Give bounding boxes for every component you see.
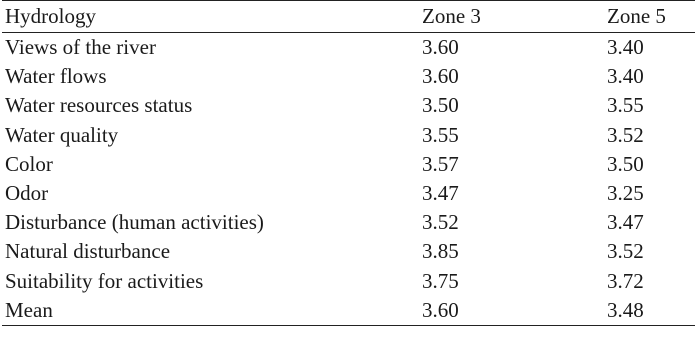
zone-3-value: 3.55 [422,122,459,147]
zone-5-value: 3.52 [607,122,644,147]
zone-5-value: 3.50 [607,151,644,176]
row-label: Water resources status [5,93,193,118]
zone-5-value: 3.72 [607,268,644,293]
hydrology-table [2,0,695,326]
table-row [2,33,695,63]
zone-5-value: 3.40 [607,64,644,89]
header-row [2,1,695,33]
zone-3-value: 3.75 [422,268,459,293]
zone-3-value: 3.60 [422,64,459,89]
row-label: Color [5,151,53,176]
zone-5-value: 3.40 [607,35,644,60]
table-row [2,208,695,237]
zone-3-value: 3.60 [422,35,459,60]
row-label: Natural disturbance [5,239,171,264]
table-row [2,179,695,208]
table-row-mean [2,296,695,326]
table-row [2,267,695,296]
row-label: Views of the river [5,35,156,60]
row-label: Water flows [5,64,107,89]
zone-5-value: 3.25 [607,181,644,206]
zone-3-value: 3.47 [422,181,459,206]
zone-5-value: 3.47 [607,210,644,235]
row-label: Suitability for activities [5,268,204,293]
header-hydrology: Hydrology [2,1,422,33]
row-label: Water quality [5,122,119,147]
zone-3-value: 3.50 [422,93,459,118]
row-label: Odor [5,181,49,206]
zone-3-value: 3.85 [422,239,459,264]
table-row [2,237,695,266]
zone-5-value: 3.48 [607,296,695,326]
row-label: Disturbance (human activities) [5,210,264,235]
row-label: Mean [2,296,422,326]
zone-3-value: 3.60 [422,296,607,326]
zone-3-value: 3.57 [422,151,459,176]
zone-3-value: 3.52 [422,210,459,235]
table-row [2,121,695,150]
table-row [2,91,695,120]
zone-5-value: 3.52 [607,239,644,264]
header-zone-5: Zone 5 [607,1,695,33]
table-row [2,150,695,179]
zone-5-value: 3.55 [607,93,644,118]
header-zone-3: Zone 3 [422,1,607,33]
table-row [2,62,695,91]
